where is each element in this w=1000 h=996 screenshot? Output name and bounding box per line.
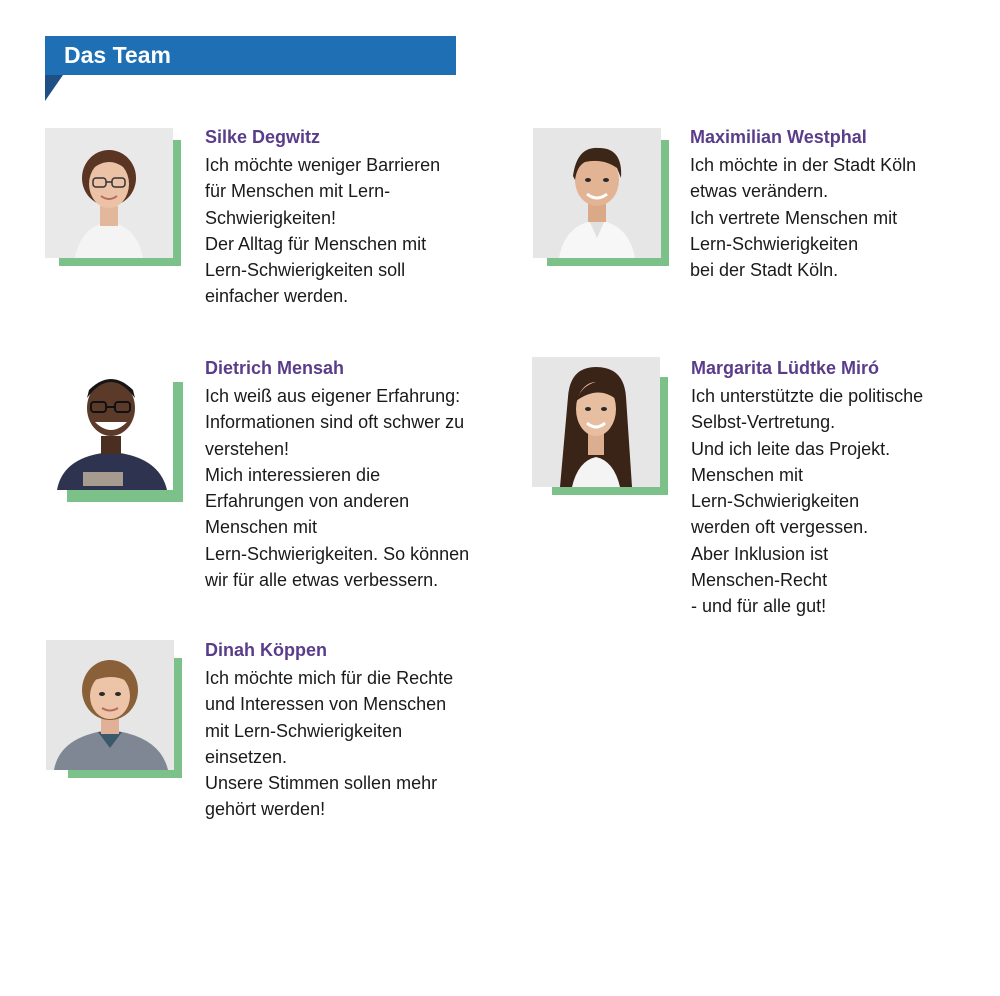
member-photo [45,360,173,490]
member-photo [46,640,174,770]
bio-line: Mich interessieren die [205,464,381,485]
bio-line: Selbst-Vertretung. [691,412,836,433]
bio-line: Ich möchte in der Stadt Köln [690,155,917,175]
member-name: Silke Degwitz [205,127,321,147]
bio-line: verstehen! [205,438,290,459]
bio-line: Menschen-Recht [691,570,828,591]
bio-line: Ich möchte weniger Barrieren [205,155,441,175]
member-bio [205,383,469,593]
bio-line: Aber Inklusion ist [691,543,829,564]
section-header-banner [45,36,456,75]
bio-line: - und für alle gut! [691,596,827,617]
bio-line: Und ich leite das Projekt. [691,438,891,459]
bio-line: Der Alltag für Menschen mit [205,233,427,254]
member-photo [533,128,661,258]
member-photo-frame [45,360,183,500]
member-photo [532,357,660,487]
bio-line: für Menschen mit Lern- [205,181,391,202]
bio-line: einfacher werden. [205,286,349,307]
bio-line: Informationen sind oft schwer zu [205,412,465,433]
page-title: Das Team [64,42,171,68]
bio-line: Lern-Schwierigkeiten [691,491,860,512]
bio-line: mit Lern-Schwierigkeiten [205,720,403,741]
member-name: Maximilian Westphal [690,127,867,147]
bio-line: Schwierigkeiten! [205,207,337,228]
bio-line: und Interessen von Menschen [205,694,447,715]
bio-line: Lern-Schwierigkeiten. So können [205,543,470,564]
member-bio [691,383,923,620]
bio-line: Menschen mit [691,464,804,485]
member-bio [205,665,453,823]
bio-line: werden oft vergessen. [691,517,869,538]
bio-line: gehört werden! [205,799,326,820]
member-photo-frame [533,128,671,268]
bio-line: Lern-Schwierigkeiten soll [205,260,406,281]
bio-line: wir für alle etwas verbessern. [205,570,439,591]
member-photo-frame [532,357,670,497]
member-name: Margarita Lüdtke Miró [691,358,880,378]
member-bio [690,152,916,283]
member-name: Dietrich Mensah [205,358,345,378]
bio-line: einsetzen. [205,746,288,767]
bio-line: Erfahrungen von anderen [205,491,410,512]
member-photo-frame [45,128,183,268]
bio-line: Lern-Schwierigkeiten [690,233,859,254]
member-bio [205,152,440,310]
bio-line: Unsere Stimmen sollen mehr [205,773,438,794]
bio-line: bei der Stadt Köln. [690,260,839,281]
member-name: Dinah Köppen [205,640,327,660]
bio-line: Menschen mit [205,517,318,538]
bio-line: Ich vertrete Menschen mit [690,207,898,228]
bio-line: Ich möchte mich für die Rechte [205,668,454,688]
bio-line: Ich unterstützte die politische [691,386,924,406]
bio-line: etwas verändern. [690,181,829,202]
member-photo-frame [46,640,184,780]
member-photo [45,128,173,258]
bio-line: Ich weiß aus eigener Erfahrung: [205,386,461,406]
banner-fold-decoration [45,75,63,101]
